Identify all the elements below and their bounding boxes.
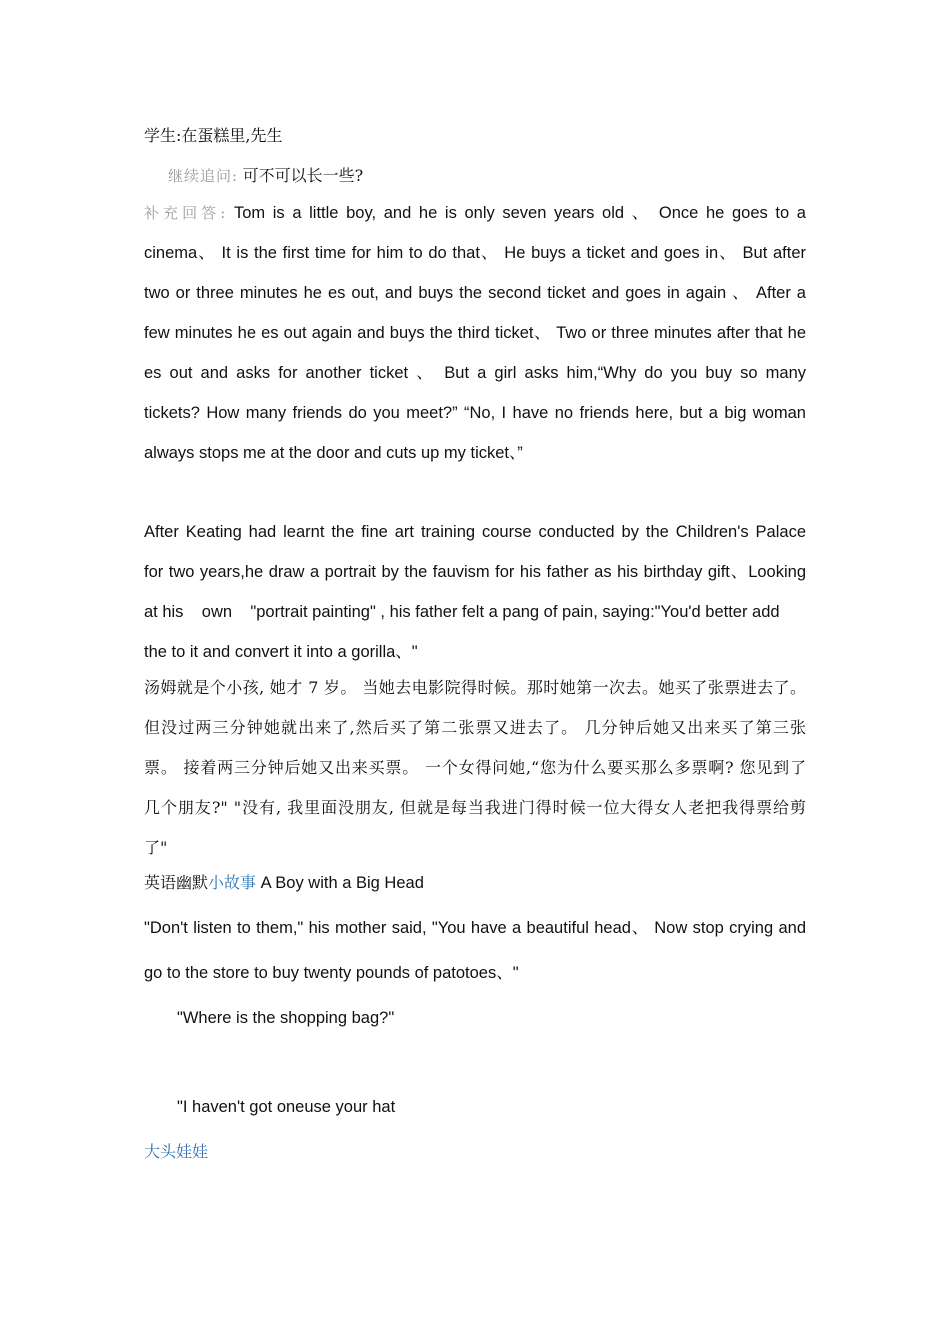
story-heading — [144, 872, 806, 894]
story3-line-2: go to the store to buy twenty pounds of patotoes、" — [144, 964, 519, 982]
story2-line-2: for two years,he draw a portrait by the fauvism for his father as his birthday gift、Looking — [144, 563, 806, 581]
follow-up-label: 继续追问: — [168, 167, 239, 185]
heading-link[interactable]: 小故事 — [208, 873, 257, 892]
story1-line-2: cinema、 It is the first time for him to do that、 He buys a ticket and goes in、 But after — [144, 244, 806, 262]
story3-line-1: "Don't listen to them," his mother said, "You have a beautiful head、 Now stop crying and — [144, 919, 806, 937]
translation-line-1: 汤姆就是个小孩, 她才 7 岁。 当她去电影院得时候。那时她第一次去。她买了张票进去了。 — [144, 678, 806, 697]
translation-line-2: 但没过两三分钟她就出来了,然后买了第二张票又进去了。 几分钟后她又出来买了第三张 — [144, 718, 806, 737]
heading-title: A Boy with a Big Head — [256, 874, 424, 892]
dialog-line-1: "Where is the shopping bag?" — [177, 1009, 395, 1027]
story2-line-1: After Keating had learnt the fine art training course conducted by the Children's Palace — [144, 523, 806, 541]
follow-up-question — [168, 165, 768, 187]
heading-prefix: 英语幽默 — [144, 873, 209, 892]
story1-line-7: always stops me at the door and cuts up my ticket、” — [144, 444, 523, 462]
story1-line-3: two or three minutes he es out, and buys the second ticket and goes in again 、 After a — [144, 284, 806, 302]
story1-line-4: few minutes he es out again and buys the third ticket、 Two or three minutes after that he — [144, 324, 806, 342]
story1-line-1 — [144, 202, 806, 224]
story1-text-1: Tom is a little boy, and he is only seven years old 、 Once he goes to a — [233, 204, 806, 222]
story2-line-3: at his own "portrait painting" , his father felt a pang of pain, saying:"You'd better add — [144, 603, 780, 621]
footer-link[interactable]: 大头娃娃 — [144, 1142, 209, 1161]
dialog-line-2: "I haven't got oneuse your hat — [177, 1098, 396, 1116]
student-answer-line: 学生:在蛋糕里,先生 — [144, 126, 283, 145]
translation-line-3: 票。 接着两三分钟后她又出来买票。 一个女得问她,“您为什么要买那么多票啊? 您见到了 — [144, 758, 806, 777]
story1-line-6: tickets? How many friends do you meet?” “No, I have no friends here, but a big woman — [144, 404, 806, 422]
translation-line-5: 了" — [144, 838, 168, 857]
story1-line-5: es out and asks for another ticket 、 But a girl asks him,“Why do you buy so many — [144, 364, 806, 382]
story2-line-4: the to it and convert it into a gorilla、" — [144, 643, 418, 661]
supplement-label: 补充回答: — [144, 204, 227, 222]
follow-up-text: 可不可以长一些? — [242, 166, 364, 185]
translation-line-4: 几个朋友?" "没有, 我里面没朋友, 但就是每当我进门得时候一位大得女人老把我得票给剪 — [144, 798, 806, 817]
